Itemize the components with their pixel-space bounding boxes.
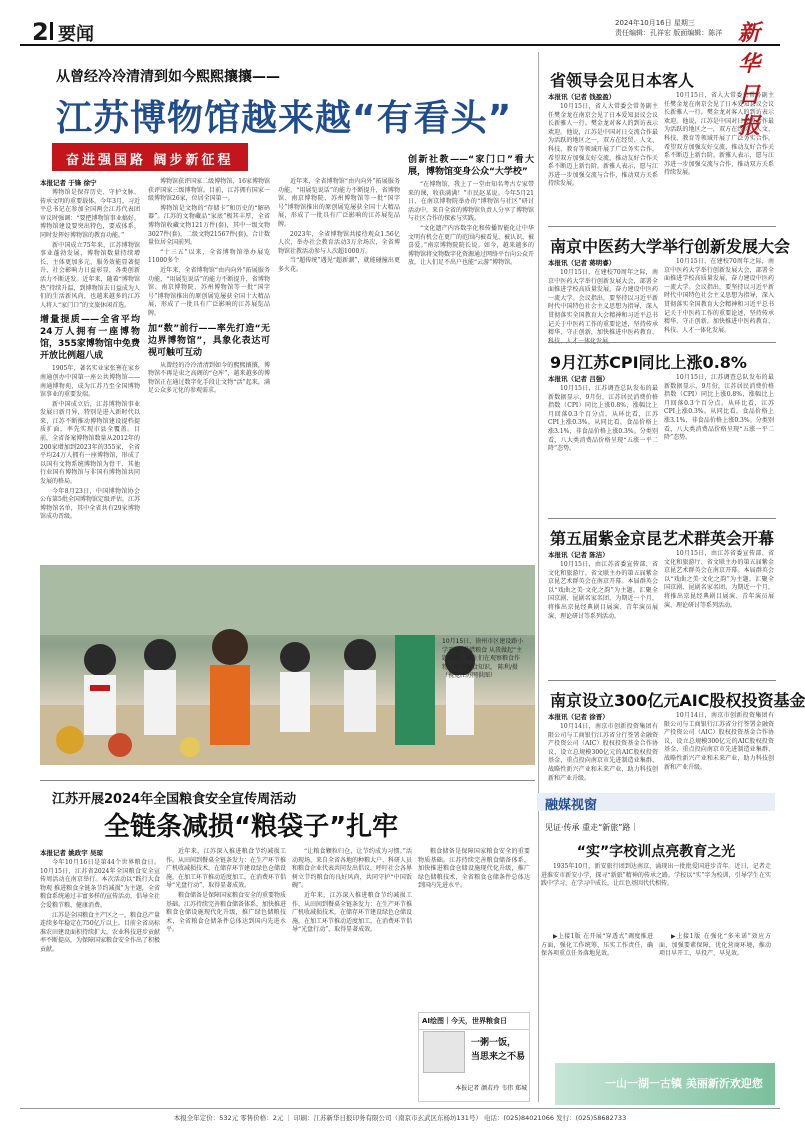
section-divider [548, 680, 776, 681]
japan-col-1 [548, 92, 658, 222]
museum-kicker: 从曾经冷冷清清到如今熙熙攘攘—— [56, 69, 280, 85]
museum-subhead: 增量提质——全省平均24万人拥有一座博物馆，355家博物馆中免费开放比例超八成 [40, 315, 140, 362]
ai-box-caption-2: 当思来之不易 [471, 1052, 526, 1062]
zijin-byline: 本报讯（记者 陈洁） [548, 551, 609, 559]
ai-illustration-box [418, 1012, 530, 1102]
tcm-text: 10月15日，在建校70周年之际，南京中医药大学举行创新发展大会，部署全面推进学校高质量发展，奋力建设中医药一流大学。会议指出，要坚持以习近平新时代中国特色社会主义思想为指导，深入贯彻落实全国教育大会精神和习近平总书记关于中医药工作的重要论述，坚持传承精华、守正创新，加快推进中医药教育、 [548, 269, 658, 337]
grain-para: 粮食储备是保障国家粮食安全的重要物质基础。江苏持续完善粮食储备体系，加快推进粮食仓储设施现代化升级，推广绿色储粮技术，全省粮食仓储条件总体达到国内先进水平。 [418, 848, 530, 890]
section-divider [548, 226, 776, 227]
museum-headline: 江苏博物馆越来越“有看头” [56, 98, 513, 139]
museum-para: 2023年，全省博物馆共接待观众1.56亿人次，举办社会教育活动3万余场次，全省博物馆社教活动参与人次超1000万。 [278, 230, 400, 255]
page-number: 2 [32, 18, 49, 46]
aic-byline: 本报讯（记者 徐晋） [548, 713, 609, 721]
media-headline: “实”字校训点亮教育之光 [576, 844, 736, 860]
aic-headline: 南京设立300亿元AIC股权投资基金 [550, 691, 805, 710]
cpi-byline: 本报讯（记者 吕强） [548, 375, 609, 383]
japan-headline: 省领导会见日本客人 [550, 71, 695, 90]
ai-box-caption-1: 一粥一饭， [471, 1038, 517, 1048]
museum-para: 当“超传统”遇见“超新潮”，就能碰撞出更多火花。 [278, 257, 400, 273]
museum-para: “十三五”以来，全省博物馆举办展览11000多个 [148, 248, 270, 265]
museum-col-1 [40, 178, 140, 560]
museum-para: “在博物馆，我上了一堂由知名考古专家带来的课，收获满满！”市民赵某说。今年5月21日，在南京博物院举办的“博物馆与社区”研讨活动中，来自全省的博物馆负责人分享了博物馆与社区合作的探索与实践。 [408, 181, 535, 223]
museum-subhead: 加“数”前行——率先打造“无边界博物馆”，具象化表达可视可触可互动 [148, 323, 270, 358]
media-bullet: ▶上接1版 在开展“穿透式”调度推进方面，强化工作统筹，压实工作责任，确保各项重点任务落地见效。 [541, 933, 653, 958]
tourism-ad [555, 1063, 775, 1105]
media-text [541, 863, 771, 923]
grain-para: 近年来，江苏深入推进粮食节约减损工作，从田间到餐桌全链条发力：在生产环节推广机收减损技术，在储存环节建设绿色仓储设施，在加工环节推动适度加工，在消费环节倡导“光盘行动”，取得显著成效。 [166, 848, 287, 890]
aic-col-1 [548, 712, 658, 784]
section-divider [548, 518, 776, 519]
cpi-text: 10月15日，江苏调查总队发布的最新数据显示，9月份，江苏居民消费价格指数（CPI）同比上涨0.8%，涨幅比上月回落0.3个百分点。从环比看，江苏CPI上涨0.3%。从同比看，食品价格上涨3.1%，非食品价格上涨0.3%。分类别看，八大类消费品价格呈现“五涨一平二降”态势。 [548, 385, 658, 453]
museum-para: 1905年，著名实业家张謇在家乡南通创办中国第一座公共博物馆——南通博物苑，成为江苏乃至全国博物馆事业的重要发端。 [40, 365, 140, 399]
museum-para: 博物馆是文物的“存储卡”和历史的“解码器”。江苏的文物藏品“家底”极其丰厚，全省博物馆收藏文物121万件(套)，其中一级文物3027件(套)，二级文物21567件(套)，合计数量位居全国前列。 [148, 204, 270, 247]
media-brand: 融媒视窗 [545, 798, 598, 813]
zijin-col-2 [664, 550, 774, 670]
tcm-col-2 [664, 258, 774, 338]
cpi-col-1 [548, 374, 658, 514]
aic-text: 10月14日，南京市创新投资集团有限公司与工商银行江苏省分行签署金融资产投资公司（AIC）股权投资基金合作协议，设立总规模300亿元的AIC股权投资基金，重点投向南京市先进制造业集群、战略性新兴产业和未来产业，助力科技创新和产业升级。 [664, 712, 774, 771]
section-title: 要闻 [58, 24, 94, 45]
header-meta [615, 18, 735, 38]
museum-col-4 [408, 150, 534, 560]
grain-kicker: 江苏开展2024年全国粮食安全宣传周活动 [52, 792, 297, 807]
grain-para: 近年来，江苏深入推进粮食节约减损工作，从田间到餐桌全链条发力：在生产环节推广机收减损技术，在储存环节建设绿色仓储设施，在加工环节推动适度加工，在消费环节倡导“光盘行动”，取得显著成效。 [292, 891, 413, 934]
museum-para: 博物馆是保存历史、守护文脉、传承文明的重要载体。今年3月，习近平总书记在参加全国两会江苏代表团审议时强调：“要把博物馆事业搞好，博物馆建设要突出特色，要成体系，同时发挥好博物馆的教育功能。” [40, 189, 140, 239]
theme-banner: 奋进强国路 阔步新征程 [52, 143, 248, 171]
museum-col-2 [148, 178, 270, 560]
museum-col-3 [278, 178, 400, 560]
zijin-text: 10月15日，由江苏省委宣传部、省文化和旅游厅、省文联主办的第五届紫金京昆艺术群英会在南京开幕。本届群英会以“戏曲之美·文化之韵”为主题，汇聚全国京剧、昆剧名家名团，为期近一个月，将推出京昆经典剧目展演、青年演员展演、理论研讨等系列活动。 [548, 561, 658, 620]
museum-byline: 本报记者 于锋 徐宁 [40, 179, 97, 187]
section-divider [40, 780, 535, 781]
tcm-text: 10月15日，在建校70周年之际，南京中医药大学举行创新发展大会，部署全面推进学校高质量发展，奋力建设中医药一流大学。会议指出，要坚持以习近平新时代中国特色社会主义思想为指导，深入贯彻落实全国教育大会精神和习近平总书记关于中医药工作的重要论述，坚持传承精华、守正创新，加快推进中医药教育、科技、人才一体化发展。 [664, 258, 774, 334]
page-footer: 本报全年定价：532元 零售价格：2元 ｜ 印刷：江苏新华日报印务有限公司（南京市玄武区东杨坊131号） 电话：(025)84021066 发行：(025)58682733 [20, 1108, 780, 1122]
museum-para: 新中国成立75年来，江苏博物馆事业蓬勃发展，博物馆数量持续增长，主体更加多元，服务效能显著提升，社会影响力日益彰显，各类创新活力不断迸发。近年来，随着“博物馆热”持续升温，到博物馆去日益成为人们的生活新风尚，也越来越多的江苏人将人“家门口”的文旅休闲首选。 [40, 241, 140, 309]
zijin-text: 10月15日，由江苏省委宣传部、省文化和旅游厅、省文联主办的第五届紫金京昆艺术群英会在南京开幕。本届群英会以“戏曲之美·文化之韵”为主题，汇聚全国京剧、昆剧名家名团，为期近一个月，将推出京昆经典剧目展演、青年演员展演、理论研讨等系列活动。 [664, 550, 774, 609]
newspaper-logo: 新华日报 [738, 20, 761, 139]
museum-para: 今年8月23日，中国博物馆协会公布第5批全国博物馆定级评估，江苏博物馆名单，其中全省共有29家博物馆成功晋级。 [40, 487, 140, 521]
photo-caption: 10月15日，徐州市区建设路小学开展“爱惜粮食 从我做起”主题活动。师生们在观察粮食作物，学习粮食知识。 陈利/摄（视觉江苏网供图） [442, 638, 524, 679]
japan-byline: 本报讯（记者 钱盈盈） [548, 93, 616, 101]
header-date: 2024年10月16日 星期三 [615, 19, 695, 27]
cpi-col-2 [664, 374, 774, 514]
museum-para: “文化遗产内容数字化和传播智能化让中华文明有机会在更广的范围内被看见、被认识、被喜爱。”南京博物院院长说。如今，越来越多的博物馆将文物数字化资源通过网络平台向公众开放，让人们足不出户也能“云游”博物馆。 [408, 224, 535, 267]
museum-para: 近年来，全省博物馆“由内向外”拓展服务功能，“用展览说话”的能力不断提升，省博物馆、南京博物院、苏州博物馆等一批“国字号”博物馆推出的原创展览屡获全国十大精品展，形成了一批具有广泛影响的江苏展览品牌。 [148, 266, 270, 317]
tcm-col-1 [548, 258, 658, 338]
media-header [537, 793, 775, 811]
museum-para: 从曾经的冷冷清清到如今的熙熙攘攘，博物馆不再是束之高阁的“仓库”，越来越多的博物馆正在通过数字化手段让文物“活”起来，满足公众多元化的参观需求。 [148, 361, 270, 395]
grain-byline: 本报记者 姚政宇 吴琼 [40, 849, 104, 857]
media-para: 1935年10月，新安旅行团到达南京，涌现出一批批爱国进步青年。近日，记者走进淮安市新安小学，探寻“新旅”精神的传承之路。学校以“实”字为校训，引导学生在实践中学习、在学习中成长，让红色基因代代相传。 [541, 863, 771, 888]
cpi-text: 10月15日，江苏调查总队发布的最新数据显示，9月份，江苏居民消费价格指数（CPI）同比上涨0.8%，涨幅比上月回落0.3个百分点。从环比看，江苏CPI上涨0.3%。从同比看，食品价格上涨3.1%，非食品价格上涨0.3%。分类别看，八大类消费品价格呈现“五涨一平二降”态势。 [664, 374, 774, 442]
qr-code-icon [423, 1031, 465, 1073]
header-editors: 责任编辑：孔祥宏 版面编辑：陈洋 [615, 29, 723, 37]
zijin-col-1 [548, 550, 658, 670]
tcm-headline: 南京中医药大学举行创新发展大会 [550, 237, 791, 256]
media-bullet-col-1 [541, 933, 653, 1053]
japan-col-2 [664, 92, 774, 222]
media-bullet: ▶上接1版 在强化“多米诺”效应方面，加强要素保障，优化营商环境，推动项目早开工、早投产、早见效。 [659, 933, 771, 958]
ai-box-header: AI绘图｜今天，世界粮食日 [419, 1013, 529, 1030]
japan-text: 10月15日，省人大常委会常务副主任樊金龙在南京会见了日本爱知县议会议长新雅人一行。樊金龙对客人的到访表示欢迎。他说，江苏是中国对日交流合作最为活跃的地区之一，双方在经贸、人文、科技、教育等领域开展了广泛务实合作，希望双方加强友好交流，推动友好合作关系不断迈上新台阶。新雅人表示，愿与江苏进一步加强交流与合作，推动双方关系持续发展。 [664, 92, 774, 177]
japan-text: 10月15日，省人大常委会常务副主任樊金龙在南京会见了日本爱知县议会议长新雅人一行。樊金龙对客人的到访表示欢迎。他说，江苏是中国对日交流合作最为活跃的地区之一，双方在经贸、人文、科技、教育等领域开展了广泛务实合作，希望双方加强友好交流，推动友好合作关系不断迈上新台阶。新雅人表示，愿与江苏进一步加强交流与合作，推动双方关系持续发展。 [548, 103, 658, 188]
grain-col-4 [418, 848, 530, 1008]
museum-para: 近年来，全省博物馆“由内向外”拓展服务功能，“用展览说话”的能力不断提升，省博物馆、南京博物院、苏州博物馆等一批“国字号”博物馆推出的原创展览屡获全国十大精品展，形成了一批具有广泛影响的江苏展览品牌。 [278, 178, 400, 228]
ad-text: 一山一湖一古镇 美丽新沂欢迎您 [605, 1077, 763, 1090]
museum-para: 博物馆获评国家二级博物馆，16家博物馆获评国家三级博物馆。目前，江苏拥有国家一级博物馆26家，位居全国第一。 [148, 178, 270, 203]
museum-subhead: 创新社教——“家门口”看大展，博物馆变身公众“大学校” [408, 155, 534, 177]
zijin-headline: 第五届紫金京昆艺术群英会开幕 [550, 529, 775, 548]
grain-para: “让粮食颗粒归仓，让节约成为习惯。”活动现场，来自全省各地的种粮大户、科研人员和粮食企业代表共同发出倡议，呼吁社会各界树立节约粮食的良好风尚，共同守护“中国饭碗”。 [292, 848, 413, 890]
ai-box-credit: 本报记者 颜若玲 韦伟 郑城 [455, 1085, 527, 1092]
grain-para: 今年10月16日是第44个世界粮食日。10月15日，江苏省2024年全国粮食安全宣传周活动在南京举行。本次活动以“践行大食物观 推进粮食全链条节约减损”为主题，全省粮食系统通过丰富多样的宣传活动，倡导全社会爱粮节粮、健康消费。 [40, 859, 161, 909]
grain-col-3 [292, 848, 412, 1106]
section-divider [548, 342, 776, 343]
header-divider [50, 22, 53, 40]
grain-col-2 [166, 848, 286, 1106]
grain-headline: 全链条减损“粮袋子”扎牢 [104, 812, 399, 842]
grain-col-1 [40, 848, 160, 1106]
aic-text: 10月14日，南京市创新投资集团有限公司与工商银行江苏省分行签署金融资产投资公司（AIC）股权投资基金合作协议，设立总规模300亿元的AIC股权投资基金，重点投向南京市先进制造业集群、战略性新兴产业和未来产业，助力科技创新和产业升级。 [548, 723, 658, 782]
media-bullet-col-2 [659, 933, 771, 1053]
museum-para: 新中国成立后，江苏博物馆事业发展日新月异，特别是进入新时代以来，江苏不断推动博物馆建设提档提质扩面，率先实现市县全覆盖。目前，全省备案博物馆数量从2012年的200家增加到2023年的355家，全省平均24万人拥有一座博物馆，形成了以国有文物系统博物馆为骨干、其他行业国有博物馆与非国有博物馆共同发展的格局。 [40, 400, 140, 486]
cpi-headline: 9月江苏CPI同比上涨0.8% [550, 353, 747, 372]
grain-para: 粮食储备是保障国家粮食安全的重要物质基础。江苏持续完善粮食储备体系，加快推进粮食仓储设施现代化升级，推广绿色储粮技术，全省粮食仓储条件总体达到国内先进水平。 [166, 891, 287, 934]
aic-col-2 [664, 712, 774, 784]
grain-para: 江苏是全国粮食主产区之一，粮食总产量连续多年稳定在750亿斤以上。目前全省高标准农田建设面积持续扩大，农业科技进步贡献率不断提高，为保障国家粮食安全作出了积极贡献。 [40, 911, 161, 953]
media-kicker: 见证·传承 重走“新旅”路｜ [545, 823, 639, 832]
tcm-byline: 本报讯（记者 蒋明睿） [548, 259, 616, 267]
